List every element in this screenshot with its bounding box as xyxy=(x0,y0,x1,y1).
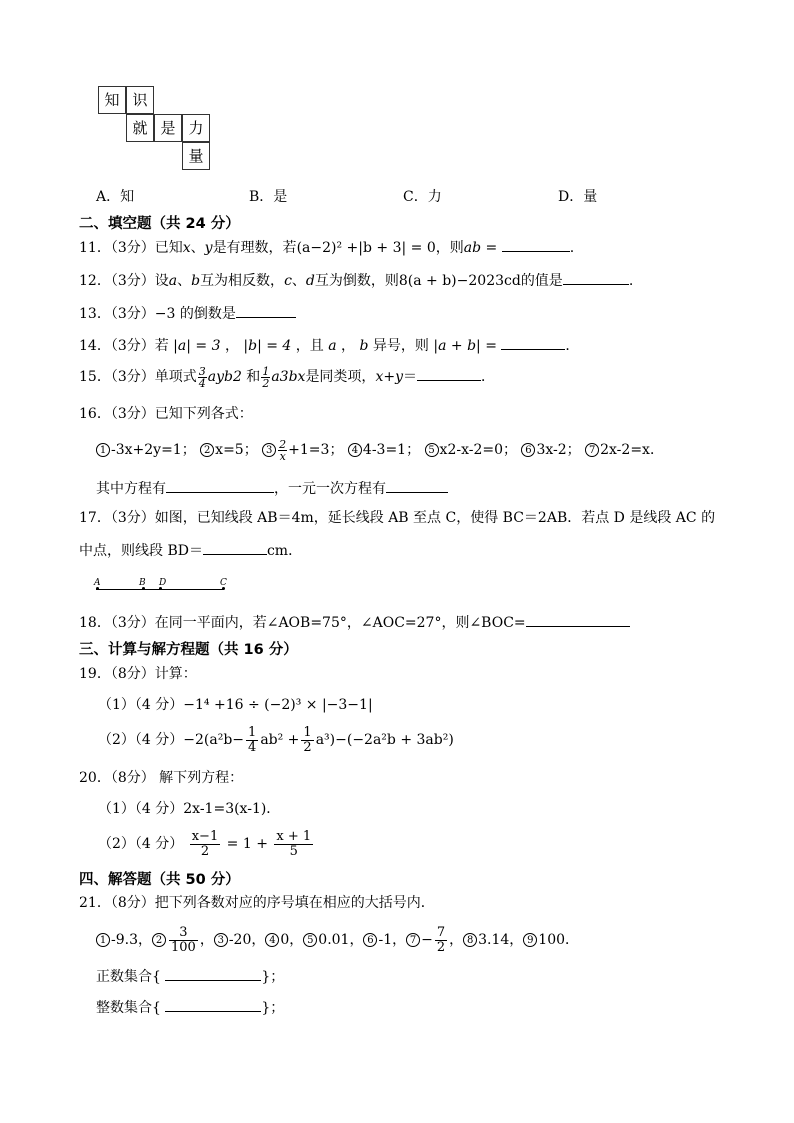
q11-expr: ab = xyxy=(463,240,498,256)
fraction xyxy=(198,366,207,389)
answer-blank[interactable] xyxy=(236,303,296,318)
equation-item: x=5； xyxy=(215,442,258,458)
q12-var: a xyxy=(168,273,178,289)
set-close: }； xyxy=(261,1000,285,1016)
q17-text: cm． xyxy=(266,543,303,559)
circled-number: 7 xyxy=(585,443,599,457)
equation-item: x2-x-2=0； xyxy=(439,442,518,458)
q19-expr: a³)−(−2a²b + 3ab²) xyxy=(315,732,454,748)
denominator: 2 xyxy=(303,739,312,755)
q12-var: b xyxy=(191,273,201,289)
circled-number: 2 xyxy=(152,933,166,947)
number-item: -20， xyxy=(228,932,266,948)
fraction xyxy=(169,926,198,955)
answer-blank[interactable] xyxy=(166,478,274,493)
q14-text: ，且 xyxy=(291,338,329,354)
question-15 xyxy=(79,364,495,390)
fraction xyxy=(190,830,221,859)
question-21-items xyxy=(96,924,579,956)
answer-blank[interactable] xyxy=(563,270,629,285)
q14-var: b xyxy=(359,338,369,354)
question-20-stem: 20．（8分） 解下列方程： xyxy=(79,770,244,786)
numerator: 1 xyxy=(262,364,270,378)
question-14 xyxy=(79,335,579,356)
q12-text: 12．（3分）设 xyxy=(79,273,169,289)
question-18 xyxy=(79,612,630,633)
q14-text: ． xyxy=(565,338,580,354)
option-c: C．力 xyxy=(403,189,442,205)
answer-blank[interactable] xyxy=(165,997,261,1012)
set-label: 整数集合{ xyxy=(96,1000,161,1016)
denominator: 4 xyxy=(198,376,206,390)
q15-text: ． xyxy=(480,369,495,385)
answer-blank[interactable] xyxy=(417,366,481,381)
number-item: ， xyxy=(199,932,214,948)
question-13 xyxy=(79,303,296,324)
q13-text: 的倒数是 xyxy=(175,306,236,322)
q12-text: 、 xyxy=(177,273,192,289)
circled-number: 6 xyxy=(363,933,377,947)
question-11 xyxy=(79,237,574,258)
fraction xyxy=(278,439,287,462)
fraction xyxy=(301,726,313,755)
option-d: D．量 xyxy=(558,189,598,205)
q15-term: x+y xyxy=(375,369,403,385)
number-item: 100． xyxy=(538,932,580,948)
equation-item: 4-3=1； xyxy=(362,442,421,458)
q19-expr: ab² + xyxy=(260,732,300,748)
q11-text: ，则 xyxy=(435,240,464,256)
q12-text: 互为相反数， xyxy=(200,273,285,289)
fraction xyxy=(261,366,270,389)
q16-text: 其中方程有 xyxy=(96,481,166,497)
grid-cell: 就 xyxy=(126,114,154,142)
q14-expr: |b| = 4 xyxy=(243,338,292,354)
point-label-d: D xyxy=(159,578,167,588)
numerator: 7 xyxy=(436,924,446,940)
question-20-part2 xyxy=(98,826,315,862)
number-item: 0， xyxy=(280,932,304,948)
q13-text: 13．（3分） xyxy=(79,306,155,322)
q11-text: 11．（3分）已知 xyxy=(79,240,183,256)
answer-blank[interactable] xyxy=(203,540,267,555)
question-12 xyxy=(79,270,633,291)
q17-text: 中点，则线段 BD＝ xyxy=(79,543,203,559)
numerator: x + 1 xyxy=(276,828,312,844)
numerator: x−1 xyxy=(191,828,219,844)
q18-text: 18．（3分）在同一平面内，若∠AOB=75°，∠AOC=27°，则∠BOC= xyxy=(79,615,526,631)
set-close: }； xyxy=(261,969,285,985)
number-item: -9.3， xyxy=(111,932,152,948)
q11-var: x xyxy=(182,240,191,256)
q11-expr: (a−2)² +|b + 3| = 0 xyxy=(296,240,436,256)
equation-item: -3x+2y=1； xyxy=(111,442,196,458)
q12-text: . xyxy=(628,273,634,289)
circled-number: 5 xyxy=(425,443,439,457)
question-19-part2 xyxy=(98,722,454,758)
q11-var: y xyxy=(204,240,213,256)
grid-cell: 知 xyxy=(98,86,126,114)
q14-text: 异号，则 xyxy=(368,338,434,354)
fraction xyxy=(435,926,447,955)
answer-blank[interactable] xyxy=(526,612,630,627)
q14-text: 14．（3分）若 xyxy=(79,338,174,354)
set-label: 正数集合{ xyxy=(96,969,161,985)
q12-text: 的值是 xyxy=(520,273,563,289)
denominator: 4 xyxy=(248,739,257,755)
circled-number: 4 xyxy=(348,443,362,457)
grid-cell: 力 xyxy=(182,114,210,142)
answer-blank[interactable] xyxy=(502,237,570,252)
answer-blank[interactable] xyxy=(165,966,261,981)
q14-expr: |a| = 3 xyxy=(173,338,221,354)
q14-text: ， xyxy=(220,338,244,354)
circled-number: 1 xyxy=(96,443,110,457)
question-17-line1: 17．（3分）如图，已知线段 AB＝4m，延长线段 AB 至点 C，使得 BC＝2AB．若点 D 是线段 AC 的 xyxy=(79,510,716,526)
circled-number: 4 xyxy=(265,933,279,947)
q19-expr: −1⁴ +16 ÷ (−2)³ × |−3−1| xyxy=(183,697,373,713)
integer-set xyxy=(96,997,284,1018)
q12-text: 互为倒数，则 xyxy=(314,273,399,289)
circled-number: 5 xyxy=(303,933,317,947)
circled-number: 9 xyxy=(523,933,537,947)
q12-expr: 8(a + b)−2023cd xyxy=(398,273,521,289)
denominator: 5 xyxy=(289,843,298,859)
circled-number: 3 xyxy=(214,933,228,947)
answer-blank[interactable] xyxy=(386,478,448,493)
q16-text: ，一元一次方程有 xyxy=(274,481,386,497)
numerator: 3 xyxy=(169,926,198,941)
point-label-c: C xyxy=(220,578,227,588)
denominator: 2 xyxy=(436,939,446,955)
q14-text: ， xyxy=(336,338,360,354)
q15-text: ＝ xyxy=(402,369,417,385)
circled-number: 6 xyxy=(521,443,535,457)
q19-label: （2）（4 分） xyxy=(98,732,184,748)
positive-set xyxy=(96,966,284,987)
question-21-stem: 21．（8分）把下列各数对应的序号填在相应的大括号内． xyxy=(79,895,435,911)
q15-text: 是同类项， xyxy=(305,369,376,385)
q14-var: a xyxy=(328,338,337,354)
number-item: -1， xyxy=(378,932,407,948)
point-label-a: A xyxy=(94,578,101,588)
option-a: A．知 xyxy=(96,189,135,205)
q12-var: d xyxy=(305,273,315,289)
denominator: x xyxy=(279,449,286,463)
numerator: 1 xyxy=(303,724,312,740)
q15-text: 和 xyxy=(241,369,261,385)
minus-sign: − xyxy=(421,932,433,948)
number-item: ， xyxy=(449,932,464,948)
q20-label: （2）（4 分） xyxy=(98,836,184,852)
question-19-part1 xyxy=(98,695,373,715)
option-b: B．是 xyxy=(249,189,288,205)
circled-number: 3 xyxy=(262,443,276,457)
grid-cell: 是 xyxy=(154,114,182,142)
circled-number: 2 xyxy=(200,443,214,457)
numerator: 3 xyxy=(198,364,206,378)
q15-term: a3bx xyxy=(271,369,306,385)
numerator: 2 xyxy=(279,437,287,451)
equation-item: +1=3； xyxy=(288,442,344,458)
section-title-calc: 三、计算与解方程题（共 16 分） xyxy=(79,642,298,658)
q11-text: . xyxy=(569,240,575,256)
number-item: 0.01， xyxy=(318,932,364,948)
q11-text: 是有理数，若 xyxy=(212,240,297,256)
question-16-ask xyxy=(96,478,448,499)
denominator: 100 xyxy=(171,939,196,955)
q19-label: （1）（4 分） xyxy=(98,697,184,713)
question-16-items xyxy=(96,437,664,463)
q19-expr: −2(a²b− xyxy=(183,732,245,748)
denominator: 2 xyxy=(262,376,270,390)
grid-cell: 量 xyxy=(182,142,210,170)
number-item: 3.14， xyxy=(478,932,524,948)
question-20-part1: （1）（4 分）2x-1=3(x-1)． xyxy=(98,801,281,817)
fraction xyxy=(246,726,258,755)
point-label-b: B xyxy=(139,578,146,588)
section-title-fill-blank: 二、填空题（共 24 分） xyxy=(79,216,240,232)
q11-text: 、 xyxy=(190,240,205,256)
question-19-stem: 19．（8分）计算： xyxy=(79,666,197,682)
fraction xyxy=(274,830,313,859)
q15-text: 15．（3分）单项式 xyxy=(79,369,197,385)
section-title-solve: 四、解答题（共 50 分） xyxy=(79,872,240,888)
q12-text: 、 xyxy=(291,273,306,289)
circled-number: 8 xyxy=(463,933,477,947)
q12-var: c xyxy=(284,273,292,289)
equation-item: 2x-2=x． xyxy=(600,442,664,458)
circled-number: 1 xyxy=(96,933,110,947)
equation-item: 3x-2； xyxy=(536,442,581,458)
numerator: 1 xyxy=(248,724,257,740)
q20-expr: = 1 + xyxy=(226,836,268,852)
question-17-line2 xyxy=(79,540,302,561)
answer-blank[interactable] xyxy=(501,335,565,350)
question-16-stem: 16．（3分）已知下列各式： xyxy=(79,406,253,422)
denominator: 2 xyxy=(200,843,210,859)
q15-term: ayb2 xyxy=(207,369,242,385)
q14-expr: |a + b| = xyxy=(433,338,497,354)
grid-cell: 识 xyxy=(126,86,154,114)
circled-number: 7 xyxy=(406,933,420,947)
q13-expr: −3 xyxy=(154,306,176,322)
